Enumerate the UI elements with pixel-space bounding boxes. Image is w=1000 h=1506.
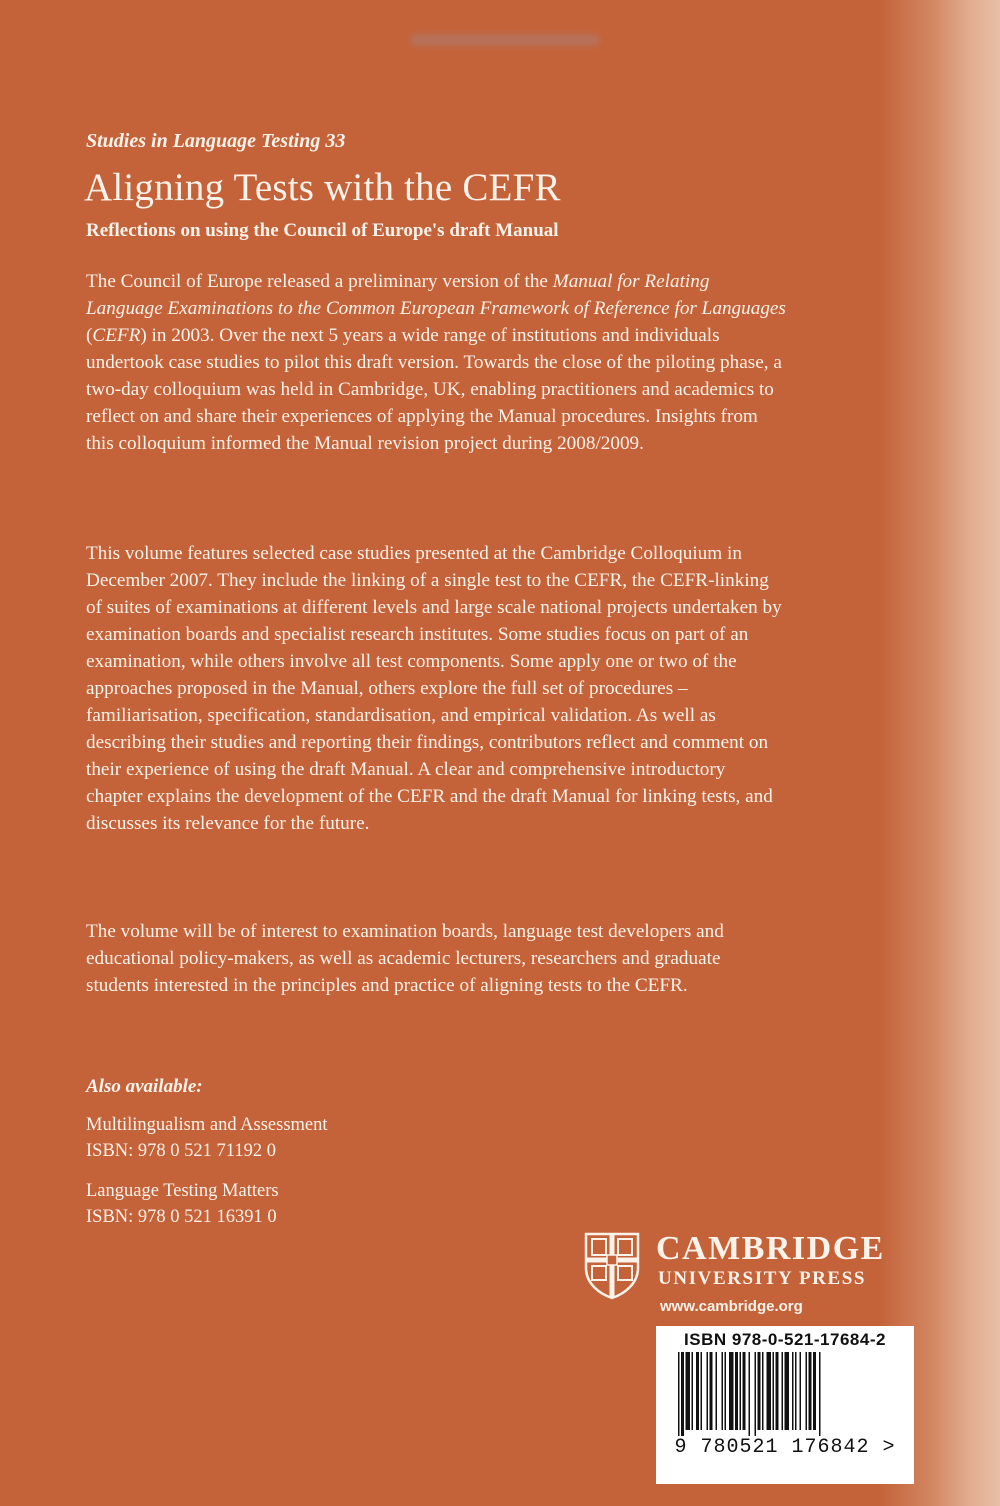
cefr-italic: CEFR: [92, 325, 141, 346]
barcode-bar: [729, 1352, 734, 1430]
description-paragraph-3: The volume will be of interest to examination boards, language test developers and educational policy-makers, as well as academic lecturers, researchers and graduate students interested in the principles and practice of aligning tests to the CEFR.: [86, 921, 724, 996]
barcode-bar: [716, 1352, 718, 1430]
barcode-bar: [782, 1352, 784, 1430]
also-available-title: Multilingualism and Assessment: [86, 1115, 328, 1135]
barcode-bar: [806, 1352, 808, 1430]
barcode-bar: [773, 1352, 775, 1430]
cambridge-shield-icon: [582, 1230, 642, 1300]
barcode-panel: [656, 1326, 914, 1484]
also-available-label: Also available:: [86, 1076, 203, 1097]
barcode-bar: [678, 1352, 680, 1436]
also-available-item: [86, 1112, 328, 1164]
barcode-bars: [672, 1352, 898, 1436]
barcode-bar: [696, 1352, 699, 1430]
barcode-bar: [776, 1352, 779, 1430]
barcode-bar: [749, 1352, 751, 1436]
book-title: Aligning Tests with the CEFR: [84, 166, 561, 209]
publisher-press: UNIVERSITY PRESS: [658, 1268, 867, 1289]
barcode-digits: 9 780521 176842 >: [674, 1436, 896, 1459]
cover-smudge: [410, 34, 600, 46]
also-available-item: [86, 1178, 279, 1230]
series-label: Studies in Language Testing 33: [86, 130, 346, 152]
barcode-bar: [735, 1352, 738, 1430]
barcode-bar: [692, 1352, 694, 1430]
publisher-url: www.cambridge.org: [660, 1298, 803, 1315]
book-subtitle: Reflections on using the Council of Europe's draft Manual: [86, 220, 559, 241]
barcode-bar: [819, 1352, 821, 1436]
also-available-title: Language Testing Matters: [86, 1181, 279, 1201]
barcode-bar: [707, 1352, 709, 1430]
description-paragraph-1: The Council of Europe released a preliminary version of the Manual for Relating Language Examinations to the Common European Framework of Reference for Languages (CEFR) in 2003. Over the next 5 years a wide range of institutions and individuals undertook case studies to pilot this draft version. Towards the close of the piloting phase, a two-day colloquium was held in Cambridge, UK, enabling practitioners and academics to reflect on and share their experiences of applying the Manual procedures. Insights from this colloquium informed the Manual revision project during 2008/2009.: [86, 271, 786, 454]
manual-title-italic: Manual for Relating Language Examinations to the Common European Framework of Reference for Languages: [86, 271, 786, 319]
barcode-bar: [758, 1352, 761, 1430]
barcode-bar: [743, 1352, 746, 1430]
barcode-bar: [740, 1352, 742, 1430]
barcode-bar: [800, 1352, 802, 1430]
barcode-bar: [686, 1352, 691, 1430]
publisher-name: CAMBRIDGE: [656, 1230, 885, 1267]
barcode-bar: [795, 1352, 797, 1430]
barcode-bar: [762, 1352, 764, 1430]
barcode-bar: [792, 1352, 794, 1430]
barcode-bar: [809, 1352, 812, 1430]
description-paragraph-2: This volume features selected case studies presented at the Cambridge Colloquium in December 2007. They include the linking of a single test to the CEFR, the CEFR-linking of suites of examinations at different levels and large scale national projects undertaken by examination boards and specialist research institutes. Some studies focus on part of an examination, while others involve all test components. Some apply one or two of the approaches proposed in the Manual, others explore the full set of procedures – familiarisation, specification, standardisation, and empirical validation. As well as describing their studies and reporting their findings, contributors reflect and comment on their experience of using the draft Manual. A clear and comprehensive introductory chapter explains the development of the CEFR and the draft Manual for linking tests, and discusses its relevance for the future.: [86, 543, 782, 834]
also-available-isbn: ISBN: 978 0 521 16391 0: [86, 1207, 277, 1227]
barcode-bar: [681, 1352, 684, 1436]
barcode-bar: [701, 1352, 703, 1430]
barcode-isbn: ISBN 978-0-521-17684-2: [684, 1330, 886, 1349]
barcode-bar: [722, 1352, 724, 1430]
also-available-isbn: ISBN: 978 0 521 71192 0: [86, 1141, 276, 1161]
barcode-bar: [710, 1352, 713, 1430]
barcode-bar: [725, 1352, 727, 1430]
barcode-bar: [767, 1352, 772, 1430]
barcode-bar: [813, 1352, 816, 1430]
barcode-bar: [785, 1352, 790, 1430]
barcode-bar: [755, 1352, 757, 1436]
